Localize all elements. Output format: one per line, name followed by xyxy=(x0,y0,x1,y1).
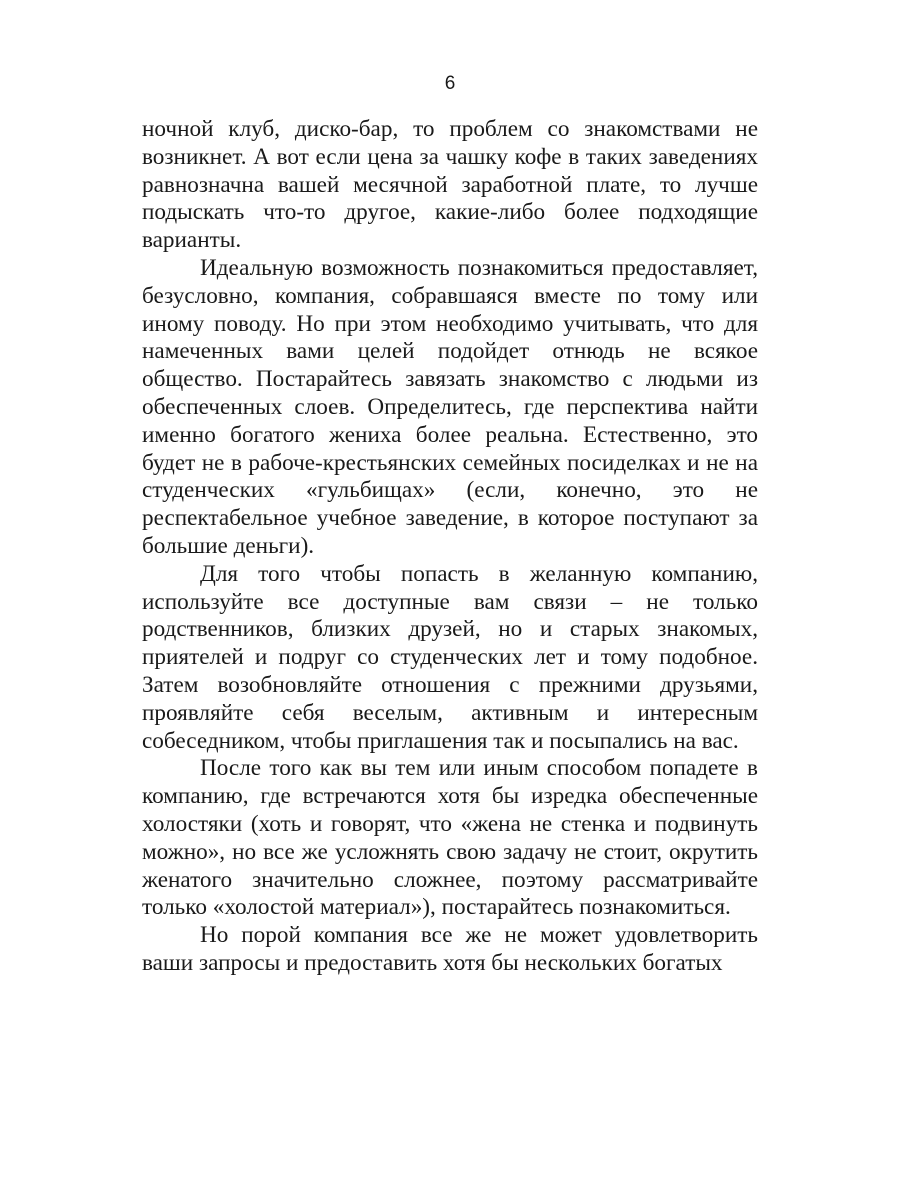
paragraph-2: Идеальную возможность познакомиться предоставляет, безусловно, компания, собравшаяся вместе по тому или иному поводу. Но при этом необходимо учитывать, что для намеченных вами целей подойдет отнюдь не всякое общество. Постарайтесь завязать знакомство с людьми из обеспеченных слоев. Определитесь, где перспектива найти именно богатого жениха более реальна. Естественно, это будет не в рабоче-крестьянских семейных посиделках и не на студенческих «гульбищах» (если, конечно, это не респектабельное учебное заведение, в которое поступают за большие деньги). xyxy=(142,254,758,559)
paragraph-4: После того как вы тем или иным способом попадете в компанию, где встречаются хотя бы изредка обеспеченные холостяки (хоть и говорят, что «жена не стенка и подвинуть можно», но все же усложнять свою задачу не стоит, окрутить женатого значительно сложнее, поэтому рассматривайте только «холостой материал»), постарайтесь познакомиться. xyxy=(142,755,758,921)
page-number: 6 xyxy=(444,73,456,94)
paragraph-1: ночной клуб, диско-бар, то проблем со знакомствами не возникнет. А вот если цена за чашку кофе в таких заведениях равнозначна вашей месячной заработной плате, то лучше подыскать что-то другое, какие-либо более подходящие варианты. xyxy=(142,116,758,254)
paragraph-5: Но порой компания все же не может удовлетворить ваши запросы и предоставить хотя бы нескольких богатых xyxy=(142,922,758,976)
paragraph-3: Для того чтобы попасть в желанную компанию, используйте все доступные вам связи – не только родственников, близких друзей, но и старых знакомых, приятелей и подруг со студенческих лет и тому подобное. Затем возобновляйте отношения с прежними друзьями, проявляйте себя веселым, активным и интересным собеседником, чтобы приглашения так и посыпались на вас. xyxy=(142,560,758,754)
text-body xyxy=(142,116,758,978)
